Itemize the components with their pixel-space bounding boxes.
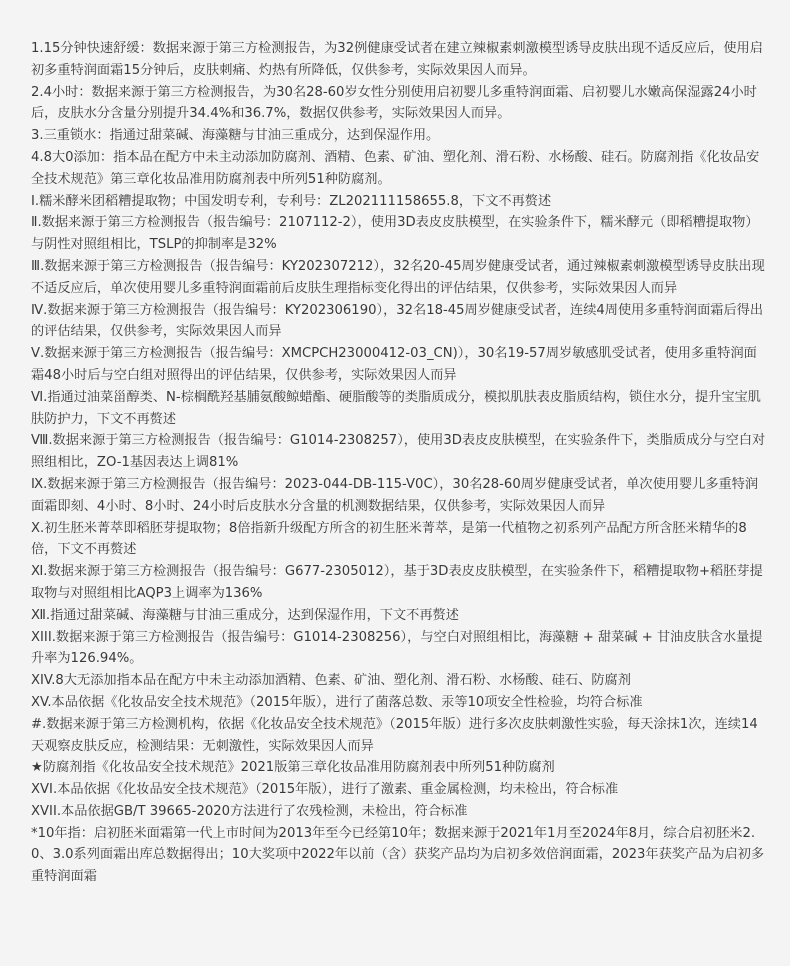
note-roman-12: Ⅻ.指通过甜菜碱、海藻糖与甘油三重成分，达到保湿作用，下文不再赘述 <box>31 607 459 623</box>
note-roman-2: Ⅱ.数据来源于第三方检测报告（报告编号：2107112-2），使用3D表皮皮肤模型，在实验条件下，糯米酵元（即稻糟提取物）与阴性对照组相比，TSLP的抑制率是32% <box>31 215 759 253</box>
note-roman-5: Ⅴ.数据来源于第三方检测报告（报告编号：XMCPCH23000412-03_CN)），30名19-57周岁敏感肌受试者，使用多重特润面霜48小时后与空白组对照得出的评估结果，仅供参考，实际效果因人而异 <box>31 346 757 383</box>
note-roman-17: XVII.本品依据GB/T 39665-2020方法进行了农残检测，未检出，符合标准 <box>31 803 468 819</box>
note-3: 3.三重锁水：指通过甜菜碱、海藻糖与甘油三重成分，达到保湿作用。 <box>31 128 440 144</box>
note-roman-3: Ⅲ.数据来源于第三方检测报告（报告编号：KY202307212），32名20-45周岁健康受试者，通过辣椒素刺激模型诱导皮肤出现不适反应后，单次使用婴儿多重特润面霜前后皮肤生理指标变化得出的评估结果，仅供参考，实际效果因人而异 <box>31 258 765 296</box>
note-hash: #.数据来源于第三方检测机构，依据《化妆品安全技术规范》（2015年版）进行多次皮肤刺激性实验，每天涂抹1次，连续14天观察皮肤反应，检测结果：无刺激性，实际效果因人而异 <box>31 716 758 754</box>
note-star: ★防腐剂指《化妆品安全技术规范》2021版第三章化妆品准用防腐剂表中所列51种防腐剂 <box>31 760 555 776</box>
note-1: 1.15分钟快速舒缓：数据来源于第三方检测报告，为32例健康受试者在建立辣椒素刺激模型诱导皮肤出现不适反应后，使用启初多重特润面霜15分钟后，皮肤刺痛、灼热有所降低，仅供参考，实际效果因人而异。 <box>31 41 763 78</box>
note-asterisk-10-years: *10年指：启初胚米面霜第一代上市时间为2013年至今已经第10年；数据来源于2021年1月至2024年8月，综合启初胚米2.0、3.0系列面霜出库总数据得出；10大奖项中2022年以前（含）获奖产品均为启初多效倍润面霜，2023年获奖产品为启初多重特润面霜 <box>31 825 765 885</box>
note-roman-11: Ⅺ.数据来源于第三方检测报告（报告编号：G677-2305012），基于3D表皮皮肤模型，在实验条件下，稻糟提取物+稻胚芽提取物与对照组相比AQP3上调率为136% <box>31 564 763 601</box>
note-roman-13: XIII.数据来源于第三方检测报告（报告编号：G1014-2308256），与空白对照组相比，海藻糖 + 甜菜碱 + 甘油皮肤含水量提升率为126.94%。 <box>31 629 763 667</box>
note-roman-14: XIV.8大无添加指本品在配方中未主动添加酒精、色素、矿油、塑化剂、滑石粉、水杨酸、硅石、防腐剂 <box>31 673 631 689</box>
note-roman-4: Ⅳ.数据来源于第三方检测报告（报告编号：KY202306190），32名18-45周岁健康受试者，连续4周使用多重特润面霜后得出的评估结果，仅供参考，实际效果因人而异 <box>31 302 764 340</box>
note-roman-16: XVI.本品依据《化妆品安全技术规范》（2015年版），进行了激素、重金属检测，均未检出，符合标准 <box>31 782 619 798</box>
note-roman-6: Ⅵ.指通过油菜甾醇类、N-棕榈酰羟基脯氨酸鲸蜡酯、硬脂酸等的类脂质成分，模拟肌肤表皮脂质结构，锁住水分，提升宝宝肌肤防护力，下文不再赘述 <box>31 389 761 427</box>
note-2: 2.4小时：数据来源于第三方检测报告，为30名28-60岁女性分别使用启初婴儿多重特润面霜、启初婴儿水嫩高保湿露24小时后，皮肤水分含量分别提升34.4%和36.7%，数据仅供参考，实际效果因人而异。 <box>31 84 757 122</box>
note-4: 4.8大0添加：指本品在配方中未主动添加防腐剂、酒精、色素、矿油、塑化剂、滑石粉、水杨酸、硅石。防腐剂指《化妆品安全技术规范》第三章化妆品准用防腐剂表中所列51种防腐剂。 <box>31 149 760 187</box>
note-roman-15: XV.本品依据《化妆品安全技术规范》（2015年版），进行了菌落总数、汞等10项安全性检验，均符合标准 <box>31 694 643 710</box>
note-roman-8: Ⅷ.数据来源于第三方检测报告（报告编号：G1014-2308257），使用3D表皮皮肤模型，在实验条件下，类脂质成分与空白对照组相比，ZO-1基因表达上调81% <box>31 433 766 471</box>
note-roman-10: Ⅹ.初生胚米菁萃即稻胚芽提取物；8倍指新升级配方所含的初生胚米菁萃，是第一代植物之初系列产品配方所含胚米精华的8倍，下文不再赘述 <box>31 520 747 558</box>
note-roman-1: Ⅰ.糯米酵米团稻糟提取物；中国发明专利，专利号：ZL202111158655.8，下文不再赘述 <box>31 193 552 209</box>
note-roman-9: Ⅸ.数据来源于第三方检测报告（报告编号：2023-044-DB-115-V0C），30名28-60周岁健康受试者，单次使用婴儿多重特润面霜即刻、4小时、8小时、24小时后皮肤水分含量的机测数据结果，仅供参考，实际效果因人而异 <box>31 476 759 514</box>
